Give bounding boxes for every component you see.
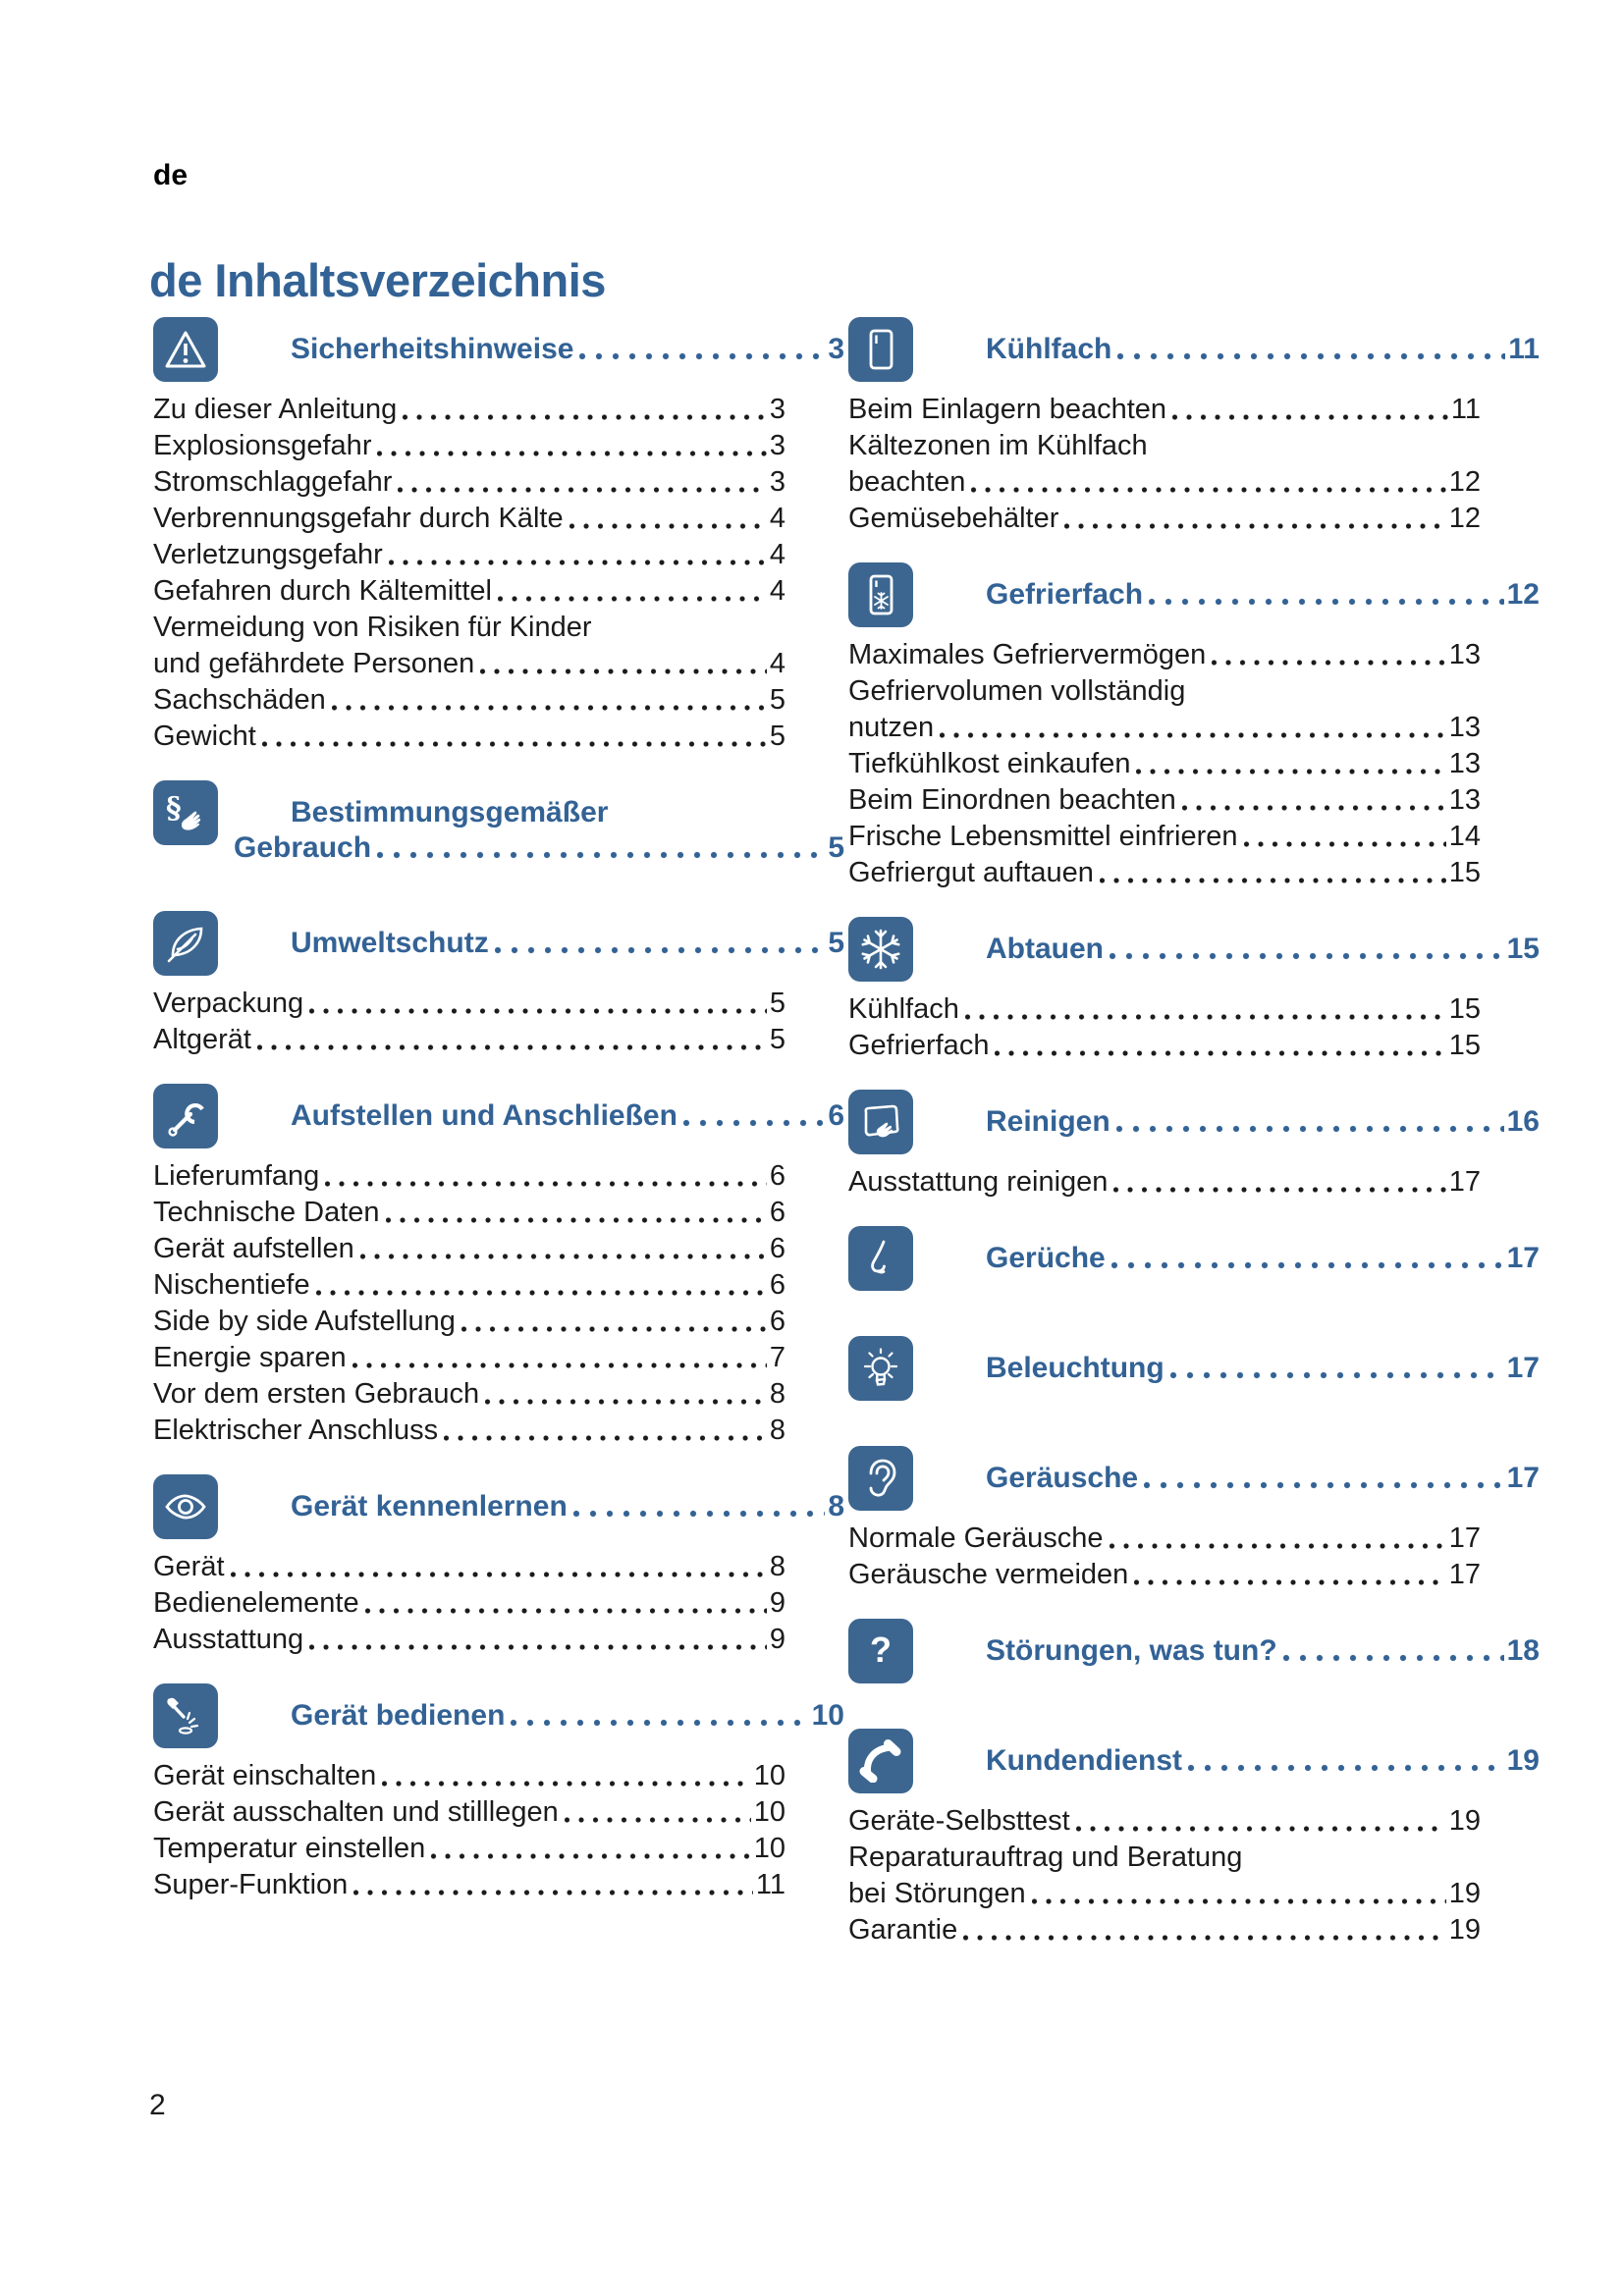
entry-page-number: 8	[769, 1415, 785, 1446]
entry-label: Tiefkühlkost einkaufen	[848, 748, 1131, 779]
section-title-block	[291, 1698, 844, 1734]
section-title: Kundendienst	[986, 1744, 1182, 1777]
entry-label: Ausstattung	[153, 1624, 304, 1655]
dot-leader	[332, 682, 767, 719]
section-title: Kühlfach	[986, 333, 1112, 365]
section-header	[848, 1446, 1540, 1511]
entry-label: Bedienelemente	[153, 1587, 359, 1619]
entry-page-number: 10	[753, 1833, 785, 1864]
toc-section	[848, 917, 1540, 1064]
toc-entry	[848, 782, 1481, 819]
entry-label: Verletzungsgefahr	[153, 539, 383, 570]
dot-leader	[1113, 1164, 1445, 1201]
dot-leader	[309, 1622, 767, 1658]
entry-page-number: 3	[769, 394, 785, 425]
dot-leader	[1032, 1876, 1446, 1912]
entry-label: Gerät ausschalten und stilllegen	[153, 1796, 559, 1828]
entry-page-number: 5	[769, 1024, 785, 1055]
toc-section	[153, 1474, 844, 1658]
section-title-block	[291, 1098, 844, 1134]
section-title-block	[291, 332, 844, 367]
dot-leader	[309, 986, 767, 1022]
section-title: Abtauen	[986, 933, 1104, 965]
dot-leader	[1188, 1743, 1504, 1779]
dot-leader	[325, 1158, 767, 1195]
toc-entry	[848, 1028, 1481, 1064]
toc-entry	[848, 746, 1481, 782]
toc-section	[153, 317, 844, 755]
toc-entry	[153, 1549, 785, 1585]
entry-label: Geräte-Selbsttest	[848, 1805, 1070, 1837]
dot-leader	[569, 501, 767, 537]
dot-leader	[431, 1831, 750, 1867]
dot-leader	[1110, 932, 1504, 967]
entry-label: Sachschäden	[153, 684, 326, 716]
ear-icon	[848, 1446, 913, 1511]
section-header	[848, 317, 1540, 382]
toc-entry	[848, 392, 1481, 428]
toc-section	[848, 1090, 1540, 1201]
toc-section	[848, 317, 1540, 537]
dot-leader	[1117, 332, 1505, 367]
warning-icon	[153, 317, 218, 382]
section-page-number: 10	[811, 1699, 844, 1732]
entry-page-number: 17	[1448, 1166, 1481, 1198]
entry-page-number: 4	[769, 648, 785, 679]
entry-label: Gerät	[153, 1551, 225, 1582]
dot-leader	[1064, 501, 1445, 537]
toc-section	[848, 1619, 1540, 1683]
section-page-number: 17	[1506, 1352, 1540, 1384]
entry-label: Ausstattung reinigen	[848, 1166, 1109, 1198]
section-title: Störungen, was tun?	[986, 1634, 1277, 1667]
svg-text:§: §	[166, 791, 182, 826]
dot-leader	[382, 1758, 750, 1794]
section-entries	[153, 986, 785, 1058]
toc-entry	[153, 1267, 785, 1304]
entry-page-number: 17	[1448, 1559, 1481, 1590]
dot-leader	[231, 1549, 767, 1585]
entry-label: Beim Einordnen beachten	[848, 784, 1176, 816]
section-title: Bestimmungsgemäßer	[291, 796, 609, 828]
toc-entry	[848, 991, 1481, 1028]
section-title: Gerät kennenlernen	[291, 1490, 568, 1522]
entry-page-number: 6	[769, 1160, 785, 1192]
section-page-number: 11	[1508, 333, 1540, 365]
entry-page-number: 11	[1450, 394, 1481, 425]
section-page-number: 17	[1506, 1462, 1540, 1494]
section-page-number: 8	[828, 1490, 844, 1522]
entry-label: Temperatur einstellen	[153, 1833, 426, 1864]
dot-leader	[1111, 1241, 1504, 1276]
entry-page-number: 17	[1448, 1522, 1481, 1554]
dot-leader	[965, 991, 1446, 1028]
entry-label: Super-Funktion	[153, 1869, 349, 1900]
entry-label: Gerät einschalten	[153, 1760, 377, 1791]
entry-label: Stromschlaggefahr	[153, 466, 393, 498]
dot-leader	[403, 392, 767, 428]
toc-entry	[153, 1158, 785, 1195]
fridge-door-icon	[848, 317, 913, 382]
section-entries	[848, 1164, 1481, 1201]
dot-leader	[995, 1028, 1445, 1064]
dot-leader	[262, 719, 767, 755]
section-header	[153, 317, 844, 382]
toc-entry	[153, 682, 785, 719]
entry-label: Altgerät	[153, 1024, 251, 1055]
snowflake-icon	[848, 917, 913, 982]
toc-section	[848, 562, 1540, 891]
entry-label: Geräusche vermeiden	[848, 1559, 1129, 1590]
section-entries	[848, 991, 1481, 1064]
entry-page-number: 4	[769, 539, 785, 570]
toc-entry	[848, 1521, 1481, 1557]
dot-leader	[1144, 1461, 1504, 1496]
entry-label: Technische Daten	[153, 1197, 380, 1228]
section-title-block	[986, 1743, 1540, 1779]
section-entries	[153, 1758, 785, 1903]
dot-leader	[683, 1098, 825, 1134]
leaf-icon	[153, 911, 218, 976]
toc-column-right	[848, 317, 1540, 1974]
entry-page-number: 12	[1448, 466, 1481, 498]
entry-page-number: 6	[769, 1306, 785, 1337]
dot-leader	[565, 1794, 751, 1831]
dot-leader	[940, 710, 1446, 746]
dot-leader	[971, 464, 1445, 501]
footer-page-number: 2	[149, 2089, 166, 2121]
entry-label: Gefriergut auftauen	[848, 857, 1094, 888]
svg-text:?: ?	[870, 1629, 892, 1670]
toc-entry	[153, 1376, 785, 1413]
section-title: Gerät bedienen	[291, 1699, 506, 1732]
dot-leader	[1134, 1557, 1445, 1593]
section-page-number: 19	[1506, 1744, 1540, 1777]
section-page-number: 16	[1506, 1105, 1540, 1138]
entry-label: Side by side Aufstellung	[153, 1306, 456, 1337]
entry-label: Kühlfach	[848, 993, 959, 1025]
section-header	[848, 1729, 1540, 1793]
entry-page-number: 13	[1448, 712, 1481, 743]
toc-entry	[153, 501, 785, 537]
section-title-block	[291, 926, 844, 961]
dot-leader	[1149, 577, 1504, 613]
language-label: de	[153, 159, 189, 191]
toc-entry	[848, 855, 1481, 891]
toc-entry	[153, 1758, 785, 1794]
section-entries	[848, 1803, 1481, 1949]
dot-leader	[1116, 1104, 1504, 1140]
toc-entry	[153, 986, 785, 1022]
dot-leader	[511, 1698, 808, 1734]
toc-section	[153, 1084, 844, 1449]
section-page-number: 18	[1506, 1634, 1540, 1667]
toc-entry: Gefriervolumen vollständig	[848, 675, 1186, 707]
entry-page-number: 3	[769, 466, 785, 498]
section-title: Geräusche	[986, 1462, 1139, 1494]
entry-page-number: 14	[1448, 821, 1481, 852]
dot-leader	[1182, 782, 1446, 819]
eye-icon	[153, 1474, 218, 1539]
section-header	[848, 917, 1540, 982]
section-header	[848, 1090, 1540, 1154]
section-title: Sicherheitshinweise	[291, 333, 574, 365]
entry-page-number: 3	[769, 430, 785, 461]
toc-entry	[153, 1794, 785, 1831]
toc-section	[153, 1683, 844, 1903]
entry-page-number: 4	[769, 575, 785, 607]
section-entries	[153, 1158, 785, 1449]
section-title: Gefrierfach	[986, 578, 1144, 611]
toc-section	[153, 780, 844, 866]
entry-page-number: 8	[769, 1551, 785, 1582]
dot-leader	[360, 1231, 767, 1267]
entry-page-number: 5	[769, 721, 785, 752]
section-title-block	[986, 932, 1540, 967]
section-title-block	[986, 1633, 1540, 1669]
toc-section	[153, 911, 844, 1058]
section-title: Umweltschutz	[291, 927, 489, 959]
dot-leader	[365, 1585, 767, 1622]
toc-section	[848, 1226, 1540, 1291]
entry-page-number: 5	[769, 988, 785, 1019]
section-header	[848, 1619, 1540, 1683]
toc-entry: Vermeidung von Risiken für Kinder	[153, 612, 592, 643]
section-title-block	[234, 795, 844, 866]
cleaning-icon	[848, 1090, 913, 1154]
toc-entry	[153, 1195, 785, 1231]
toc-entry	[848, 501, 1481, 537]
dot-leader	[1136, 746, 1445, 782]
nose-icon	[848, 1226, 913, 1291]
dot-leader	[398, 464, 766, 501]
toc-entry	[848, 1912, 1481, 1949]
toc-entry	[153, 428, 785, 464]
section-title-block	[986, 1104, 1540, 1140]
entry-page-number: 19	[1448, 1914, 1481, 1946]
dot-leader	[1283, 1633, 1504, 1669]
toc-section	[848, 1336, 1540, 1401]
toc-entry	[153, 1831, 785, 1867]
section-entries	[848, 637, 1481, 891]
toc-column-left	[153, 317, 844, 1929]
dot-leader	[495, 926, 826, 961]
toc-entry	[153, 1413, 785, 1449]
entry-label: beachten	[848, 466, 966, 498]
section-header	[153, 1474, 844, 1539]
entry-label: Gewicht	[153, 721, 256, 752]
section-entries	[153, 392, 785, 755]
question-icon	[848, 1619, 913, 1683]
dot-leader	[377, 428, 766, 464]
toc-entry	[153, 1585, 785, 1622]
toc-entry	[153, 1867, 785, 1903]
section-page-number: 15	[1506, 933, 1540, 965]
section-header	[153, 780, 844, 866]
entry-page-number: 6	[769, 1197, 785, 1228]
entry-page-number: 8	[769, 1378, 785, 1410]
toc-section	[848, 1446, 1540, 1593]
section-page-number: 5	[828, 927, 844, 959]
section-title: Beleuchtung	[986, 1352, 1164, 1384]
dot-leader	[1100, 855, 1446, 891]
dot-leader	[353, 1867, 753, 1903]
entry-label: Verpackung	[153, 988, 304, 1019]
section-entries	[848, 1521, 1481, 1593]
entry-page-number: 10	[753, 1760, 785, 1791]
dot-leader	[389, 537, 767, 573]
entry-page-number: 12	[1448, 503, 1481, 534]
toc-entry	[848, 1557, 1481, 1593]
toc-entry	[153, 1022, 785, 1058]
dot-leader	[316, 1267, 767, 1304]
dot-leader	[444, 1413, 767, 1449]
section-header	[848, 1336, 1540, 1401]
section-title-line2: Gebrauch	[234, 831, 372, 864]
paragraph-hand-icon	[153, 780, 218, 845]
dot-leader	[1172, 392, 1448, 428]
toc-entry	[848, 819, 1481, 855]
dot-leader	[485, 1376, 767, 1413]
dot-leader	[579, 332, 825, 367]
section-title: Reinigen	[986, 1105, 1110, 1138]
entry-page-number: 5	[769, 684, 785, 716]
section-entries	[153, 1549, 785, 1658]
entry-label: Normale Geräusche	[848, 1522, 1104, 1554]
entry-label: Gerät aufstellen	[153, 1233, 354, 1264]
entry-page-number: 13	[1448, 639, 1481, 670]
toc-entry	[153, 464, 785, 501]
section-title: Gerüche	[986, 1242, 1106, 1274]
section-page-number: 3	[828, 333, 844, 365]
entry-label: bei Störungen	[848, 1878, 1026, 1909]
entry-label: und gefährdete Personen	[153, 648, 475, 679]
section-page-number: 5	[828, 831, 844, 864]
entry-page-number: 9	[769, 1587, 785, 1619]
entry-page-number: 15	[1448, 993, 1481, 1025]
section-header	[848, 562, 1540, 627]
section-page-number: 6	[828, 1099, 844, 1132]
entry-label: Gefrierfach	[848, 1030, 990, 1061]
section-header	[848, 1226, 1540, 1291]
wrench-icon	[153, 1084, 218, 1148]
dot-leader	[498, 573, 767, 610]
entry-label: Gefahren durch Kältemittel	[153, 575, 492, 607]
section-title-block	[986, 577, 1540, 613]
entry-label: Gemüsebehälter	[848, 503, 1059, 534]
toc-entry	[153, 1622, 785, 1658]
toc-section	[848, 1729, 1540, 1949]
entry-page-number: 9	[769, 1624, 785, 1655]
entry-page-number: 6	[769, 1233, 785, 1264]
toc-entry	[848, 1164, 1481, 1201]
toc-entry	[153, 573, 785, 610]
toc-entry: Kältezonen im Kühlfach	[848, 430, 1148, 461]
entry-label: Verbrennungsgefahr durch Kälte	[153, 503, 564, 534]
entry-page-number: 19	[1448, 1805, 1481, 1837]
section-page-number: 12	[1506, 578, 1540, 611]
toc-entry: Reparaturauftrag und Beratung	[848, 1842, 1243, 1873]
entry-label: Elektrischer Anschluss	[153, 1415, 439, 1446]
bulb-icon	[848, 1336, 913, 1401]
section-title-block	[986, 1241, 1540, 1276]
toc-entry	[153, 392, 785, 428]
entry-label: Maximales Gefriervermögen	[848, 639, 1207, 670]
dot-leader	[1110, 1521, 1446, 1557]
hand-press-icon	[153, 1683, 218, 1748]
entry-page-number: 15	[1448, 1030, 1481, 1061]
entry-page-number: 13	[1448, 748, 1481, 779]
dot-leader	[257, 1022, 767, 1058]
entry-page-number: 13	[1448, 784, 1481, 816]
dot-leader	[1076, 1803, 1446, 1840]
entry-label: Frische Lebensmittel einfrieren	[848, 821, 1238, 852]
entry-label: Garantie	[848, 1914, 958, 1946]
dot-leader	[480, 646, 767, 682]
section-title-block	[986, 1461, 1540, 1496]
entry-label: Explosionsgefahr	[153, 430, 372, 461]
section-header	[153, 911, 844, 976]
entry-page-number: 19	[1448, 1878, 1481, 1909]
phone-icon	[848, 1729, 913, 1793]
toc-entry	[153, 537, 785, 573]
section-title: Aufstellen und Anschließen	[291, 1099, 677, 1132]
toc-entry	[153, 1340, 785, 1376]
dot-leader	[377, 830, 825, 866]
dot-leader	[573, 1489, 826, 1524]
section-entries	[848, 392, 1481, 537]
entry-page-number: 11	[755, 1869, 785, 1900]
section-page-number: 17	[1506, 1242, 1540, 1274]
entry-label: Energie sparen	[153, 1342, 347, 1373]
dot-leader	[1244, 819, 1446, 855]
toc-entry	[848, 637, 1481, 673]
entry-page-number: 10	[753, 1796, 785, 1828]
entry-label: Vor dem ersten Gebrauch	[153, 1378, 480, 1410]
dot-leader	[963, 1912, 1446, 1949]
toc-entry	[153, 1304, 785, 1340]
section-title-block	[291, 1489, 844, 1524]
dot-leader	[1212, 637, 1446, 673]
toc-entry	[848, 1803, 1481, 1840]
entry-label: nutzen	[848, 712, 935, 743]
section-title-block	[986, 332, 1540, 367]
freezer-door-icon	[848, 562, 913, 627]
toc-entry	[153, 1231, 785, 1267]
entry-label: Beim Einlagern beachten	[848, 394, 1167, 425]
section-header	[153, 1084, 844, 1148]
dot-leader	[386, 1195, 767, 1231]
entry-page-number: 4	[769, 503, 785, 534]
entry-label: Lieferumfang	[153, 1160, 320, 1192]
section-header	[153, 1683, 844, 1748]
entry-label: Nischentiefe	[153, 1269, 310, 1301]
entry-page-number: 15	[1448, 857, 1481, 888]
page-title: de Inhaltsverzeichnis	[149, 254, 606, 306]
section-title-block	[986, 1351, 1540, 1386]
entry-page-number: 7	[769, 1342, 785, 1373]
entry-page-number: 6	[769, 1269, 785, 1301]
dot-leader	[1170, 1351, 1504, 1386]
toc-entry	[153, 719, 785, 755]
dot-leader	[461, 1304, 767, 1340]
entry-label: Zu dieser Anleitung	[153, 394, 398, 425]
dot-leader	[352, 1340, 767, 1376]
